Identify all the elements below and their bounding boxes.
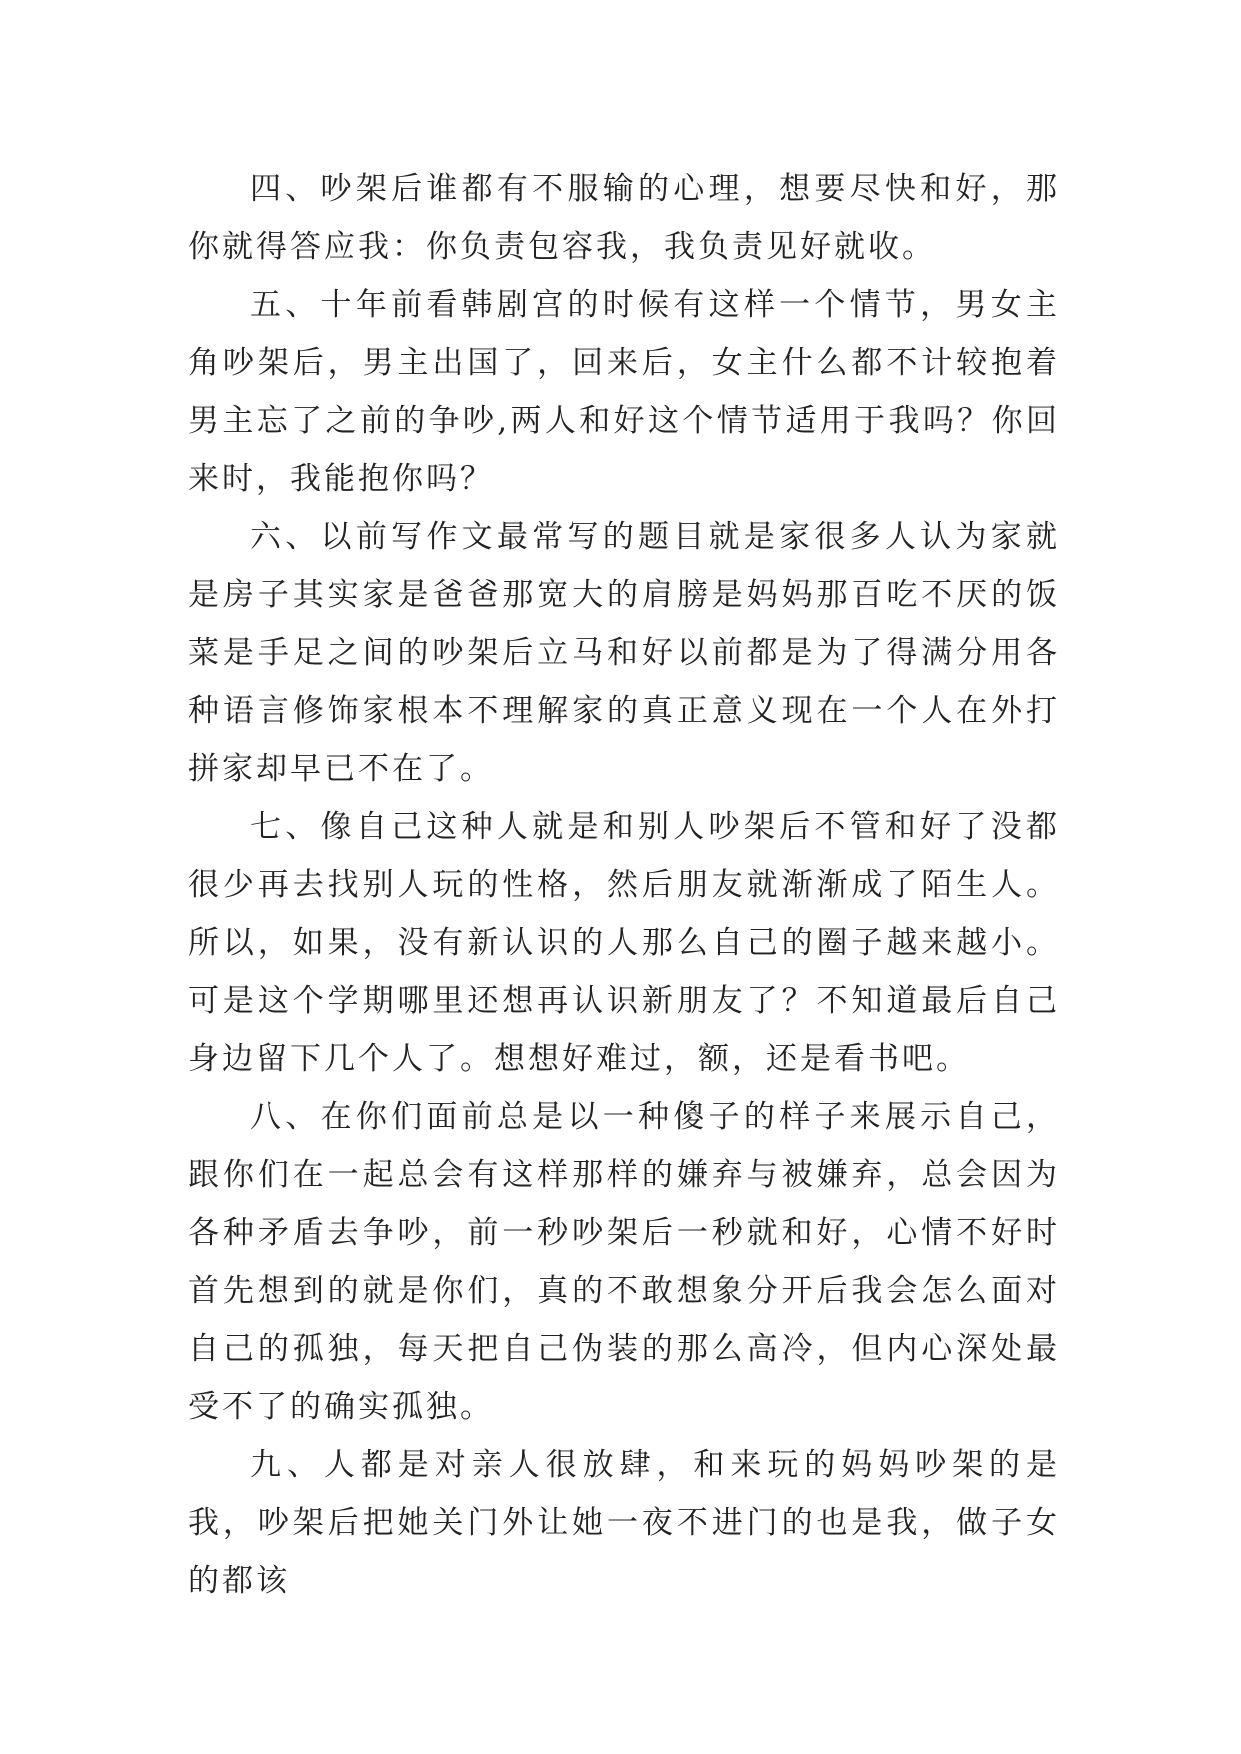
paragraph-7: 七、像自己这种人就是和别人吵架后不管和好了没都很少再去找别人玩的性格，然后朋友就渐渐成了陌生人。所以，如果，没有新认识的人那么自己的圈子越来越小。可是这个学期哪里还想再认识新朋友了？不知道最后自己身边留下几个人了。想想好难过，额，还是看书吧。 [188, 809, 1060, 1077]
paragraph-5: 五、十年前看韩剧宫的时候有这样一个情节，男女主角吵架后，男主出国了，回来后，女主什么都不计较抱着男主忘了之前的争吵,两人和好这个情节适用于我吗？你回来时，我能抱你吗？ [188, 287, 1060, 497]
paragraph-8: 八、在你们面前总是以一种傻子的样子来展示自己，跟你们在一起总会有这样那样的嫌弃与被嫌弃，总会因为各种矛盾去争吵，前一秒吵架后一秒就和好，心情不好时首先想到的就是你们，真的不敢想象分开后我会怎么面对自己的孤独，每天把自己伪装的那么高冷，但内心深处最受不了的确实孤独。 [188, 1099, 1060, 1425]
document-body [188, 160, 1060, 1610]
paragraph-6: 六、以前写作文最常写的题目就是家很多人认为家就是房子其实家是爸爸那宽大的肩膀是妈妈那百吃不厌的饭菜是手足之间的吵架后立马和好以前都是为了得满分用各种语言修饰家根本不理解家的真正意义现在一个人在外打拼家却早已不在了。 [188, 519, 1060, 787]
paragraph-4: 四、吵架后谁都有不服输的心理，想要尽快和好，那你就得答应我：你负责包容我，我负责见好就收。 [188, 171, 1060, 265]
paragraph-9: 九、人都是对亲人很放肆，和来玩的妈妈吵架的是我，吵架后把她关门外让她一夜不进门的也是我，做子女的都该 [188, 1447, 1060, 1599]
